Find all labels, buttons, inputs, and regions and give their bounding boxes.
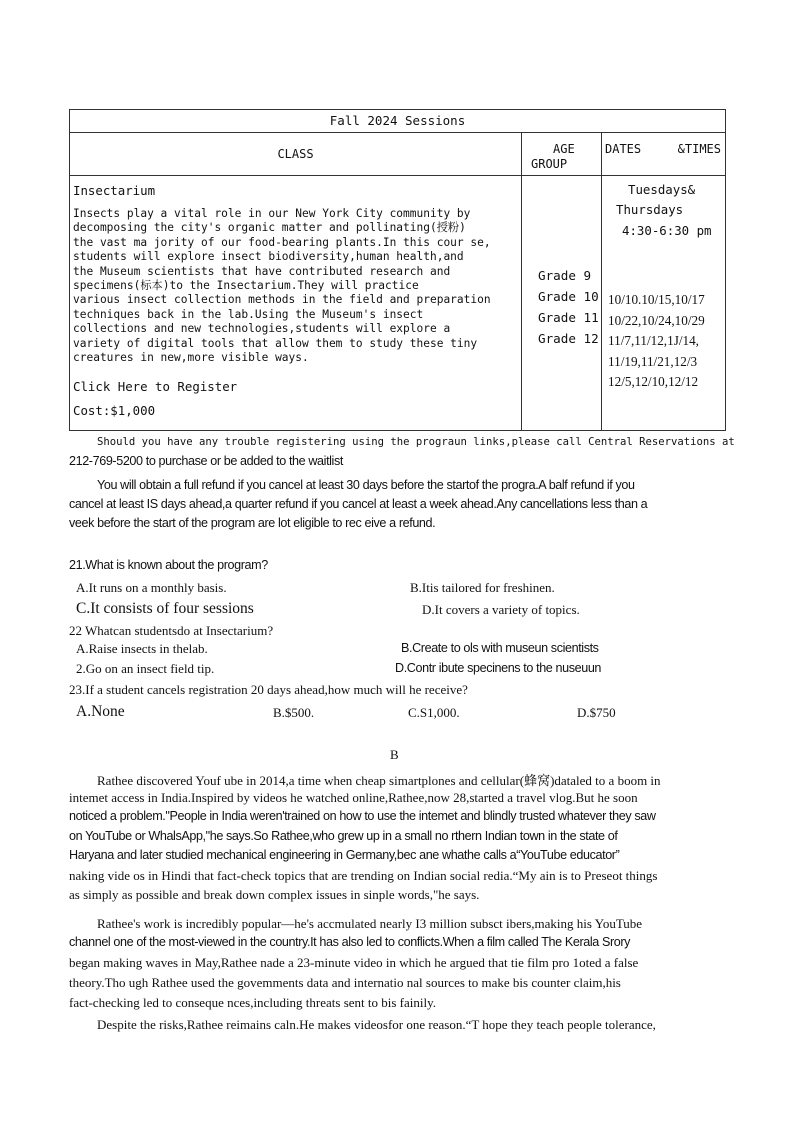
- q23-option-c: C.S1,000.: [408, 705, 460, 720]
- dates-line: 11/7,11/12,1J/14,: [608, 333, 699, 348]
- class-description: [73, 207, 521, 365]
- dates-line: 12/5,12/10,12/12: [608, 374, 699, 389]
- para1-line: Haryana and later studied mechanical engineering in Germany,bec ane whathe calls a“YouTube educator”: [69, 848, 620, 862]
- grade-item: Grade 12: [538, 331, 599, 346]
- para1-line: Rathee discovered Youf ube in 2014,a time when cheap simartplones and cellular(蜂窝)dataled to a boom in: [97, 773, 661, 788]
- para2-line: fact-checking led to conseque nces,including threats sent to bis fainily.: [69, 995, 437, 1010]
- para1-line: naking vide os in Hindi that fact-check topics that are trending on Indian social redia.“My ain is to Preseot things: [69, 868, 658, 883]
- para2-line: channel one of the most-viewed in the country.It has also led to conflicts.When a film called The Kerala Srory: [69, 935, 631, 949]
- description-line: students will explore insect biodiversity,human health,and: [73, 250, 464, 264]
- q23-option-b: B.$500.: [273, 705, 315, 720]
- dates-line: 10/22,10/24,10/29: [608, 312, 705, 328]
- refund-line3: veek before the start of the program are lot eligible to rec eive a refund.: [69, 516, 436, 530]
- header-dates: DATES: [605, 142, 642, 156]
- notice-line2: 212-769-5200 to purchase or be added to the waitlist: [69, 454, 343, 468]
- register-link[interactable]: Click Here to Register: [73, 379, 238, 395]
- table-title: Fall 2024 Sessions: [70, 110, 726, 133]
- q22-option-b: B.Create to ols with museun scientists: [401, 641, 599, 655]
- para3-line: Despite the risks,Rathee reimains caln.He makes videosfor one reason.“T hope they teach people tolerance,: [97, 1017, 656, 1032]
- header-age: AGE: [553, 142, 575, 156]
- grade-item: Grade 10: [538, 289, 599, 304]
- header-class: CLASS: [70, 133, 522, 176]
- header-age-group: [522, 133, 602, 176]
- header-times: &TIMES: [677, 142, 722, 156]
- q23-option-a: A.None: [76, 703, 125, 720]
- dates-line: 10/10.10/15,10/17: [608, 292, 705, 307]
- q21-option-a: A.It runs on a monthly basis.: [76, 580, 227, 595]
- para2-line: Rathee's work is incredibly popular—he's accmulated nearly I3 million subsct ibers,making his YouTube: [97, 916, 643, 931]
- question-21-stem: 21.What is known about the program?: [69, 558, 268, 572]
- description-line: variety of digital tools that allow them to study these tiny: [73, 336, 478, 350]
- q21-option-c: C.It consists of four sessions: [76, 600, 254, 617]
- description-line: decomposing the city's organic matter and pollinating(授粉): [73, 221, 466, 235]
- q22-option-a: A.Raise insects in thelab.: [76, 641, 208, 656]
- q23-option-d: D.$750: [577, 705, 616, 720]
- age-group-cell: [522, 176, 602, 431]
- refund-line1: You will obtain a full refund if you cancel at least 30 days before the startof the progra.A balf refund if you: [97, 478, 635, 492]
- days-line2: Thursdays: [616, 202, 684, 217]
- q22-option-c: 2.Go on an insect field tip.: [76, 661, 215, 676]
- header-dates-times: [602, 133, 726, 176]
- para1-line: as simply as possible and break down complex issues in sinple words,"he says.: [69, 887, 480, 902]
- dates-line: 11/19,11/21,12/3: [608, 353, 698, 369]
- time-range: 4:30-6:30 pm: [622, 223, 712, 238]
- sessions-table: [69, 109, 726, 431]
- notice-line1: Should you have any trouble registering using the prograun links,please call Central Reservations at: [97, 436, 735, 448]
- description-line: creatures in new,more visible ways.: [73, 351, 309, 365]
- question-23-stem: 23.If a student cancels registration 20 days ahead,how much will he receive?: [69, 682, 468, 697]
- grade-item: Grade 9: [538, 268, 592, 283]
- question-22-stem: 22 Whatcan studentsdo at Insectarium?: [69, 623, 274, 638]
- description-line: techniques back in the lab.Using the Museum's insect: [73, 307, 424, 321]
- q21-option-d: D.It covers a variety of topics.: [422, 602, 580, 617]
- section-b-heading: B: [390, 747, 399, 762]
- description-line: specimens(标本)to the Insectarium.They will practice: [73, 279, 419, 293]
- para1-line: on YouTube or WhalsApp,"he says.So Rathee,who grew up in a small no rthern Indian town in the state of: [69, 829, 618, 843]
- q21-option-b: B.Itis tailored for freshinen.: [410, 580, 555, 595]
- dates-cell: [602, 176, 726, 431]
- description-line: various insect collection methods in the field and preparation: [73, 293, 491, 307]
- days-line1: Tuesdays&: [628, 182, 696, 197]
- class-name: Insectarium: [73, 183, 156, 198]
- para2-line: began making waves in May,Rathee nade a 23-minute video in which he argued that tie film pro 1oted a false: [69, 955, 639, 970]
- cost-label: Cost:$1,000: [73, 403, 156, 419]
- para1-line: intemet access in India.Inspired by videos he watched online,Rathee,now 28,started a travel vlog.But he soon: [69, 790, 638, 805]
- para1-line: noticed a problem."People in India weren'trained on how to use the intemet and blindly trusted whatever they saw: [69, 809, 656, 823]
- description-line: the vast ma jority of our food-bearing plants.In this cour se,: [73, 235, 491, 249]
- description-line: Insects play a vital role in our New York City community by: [73, 207, 471, 220]
- header-group: GROUP: [531, 157, 568, 171]
- para2-line: theory.Tho ugh Rathee used the govemments data and internatio nal sources to make bis counter claim,his: [69, 975, 621, 990]
- refund-line2: cancel at least IS days ahead,a quarter refund if you cancel at least a week ahead.Any cancellations less than a: [69, 497, 648, 511]
- class-cell: [70, 176, 522, 431]
- description-line: collections and new technologies,students will explore a: [73, 322, 451, 336]
- description-line: the Museum scientists that have contributed research and: [73, 264, 451, 278]
- grade-item: Grade 11: [538, 310, 599, 325]
- q22-option-d: D.Contr ibute specinens to the nuseuun: [395, 661, 602, 675]
